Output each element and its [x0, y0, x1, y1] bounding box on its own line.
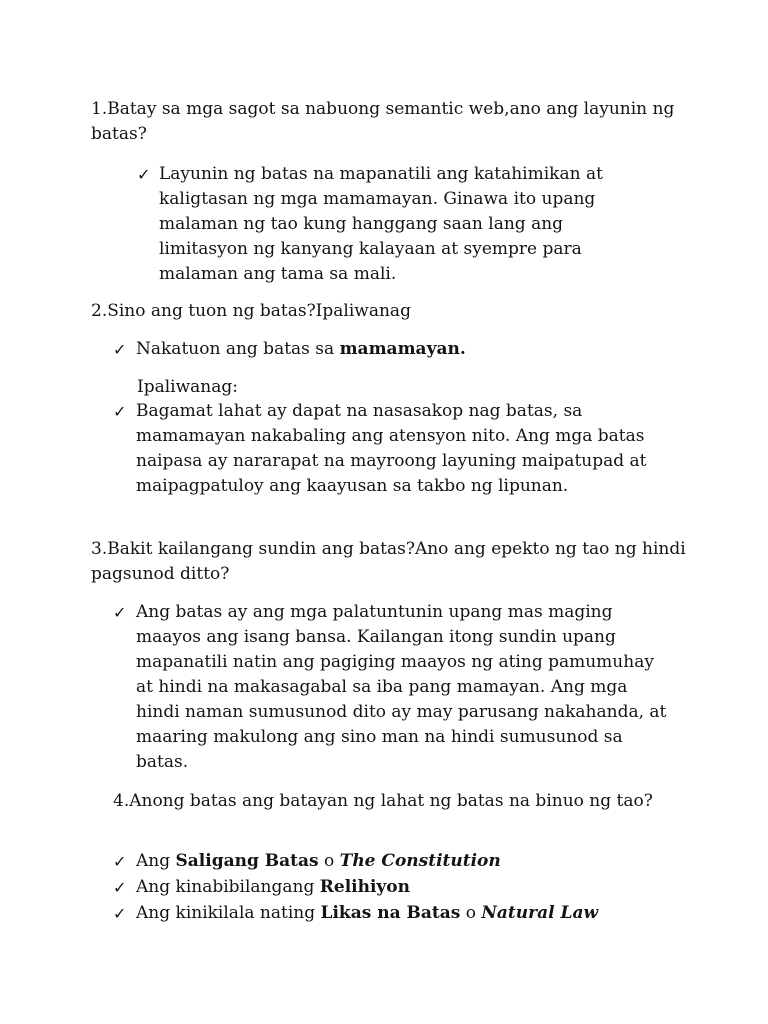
bold-run: Likas na Batas	[320, 903, 461, 923]
checkmark-icon: ✓	[113, 852, 127, 871]
text-run: Ang kinikilala nating	[136, 903, 321, 923]
checkmark-icon: ✓	[113, 878, 127, 897]
answer-1-text: Layunin ng batas na mapanatili ang katahimikan at kaligtasan ng mga mamamayan. Ginawa ito upang malaman ng tao kung hanggang saan lang ang limitasyon ng kanyang kalayaan at syempre para malaman ang tama sa mali.	[159, 164, 603, 284]
answer-4-1	[113, 849, 673, 874]
answer-4-3	[113, 901, 673, 926]
answer-3	[113, 600, 673, 775]
checkmark-icon: ✓	[137, 165, 151, 184]
explanation-2	[113, 399, 683, 499]
explanation-2-text: Bagamat lahat ay dapat na nasasakop nag batas, sa mamamayan nakabaling ang atensyon nito. Ang mga batas naipasa ay nararapat na mayroong layuning maipatupad at maipagpatuloy ang kaayusan sa takbo ng lipunan.	[136, 401, 647, 496]
explain-label: Ipaliwanag:	[137, 377, 238, 397]
question-3: 3.Bakit kailangang sundin ang batas?Ano ang epekto ng tao ng hindi pagsunod ditto?	[91, 539, 686, 584]
checkmark-icon: ✓	[113, 340, 127, 359]
answer-4-2	[113, 875, 673, 900]
answer-4-3-text	[113, 901, 673, 926]
answer-2-text	[113, 337, 673, 362]
text-run: Ang	[136, 851, 176, 871]
question-2: 2.Sino ang tuon ng batas?Ipaliwanag	[91, 301, 411, 321]
text-run: Ang kinabibilangang	[136, 877, 320, 897]
answer-2-bold: mamamayan.	[339, 339, 466, 359]
answer-4-1-text	[113, 849, 673, 874]
checkmark-icon: ✓	[113, 904, 127, 923]
checkmark-icon: ✓	[113, 603, 127, 622]
answer-2-prefix: Nakatuon ang batas sa	[136, 339, 340, 359]
text-run: o	[460, 903, 482, 923]
bold-run: Saligang Batas	[175, 851, 319, 871]
checkmark-icon: ✓	[113, 402, 127, 421]
answer-1	[137, 162, 657, 287]
answer-4-2-text	[113, 875, 673, 900]
answer-2	[113, 337, 673, 362]
question-4: 4.Anong batas ang batayan ng lahat ng batas na binuo ng tao?	[113, 791, 653, 811]
text-run: o	[318, 851, 340, 871]
bold-italic-run: Natural Law	[481, 903, 599, 923]
bold-run: Relihiyon	[319, 877, 411, 897]
answer-3-text: Ang batas ay ang mga palatuntunin upang mas maging maayos ang isang bansa. Kailangan itong sundin upang mapanatili natin ang pagiging maayos ng ating pamumuhay at hindi na makasagabal sa iba pang mamayan. Ang mga hindi naman sumusunod dito ay may parusang nakahanda, at maaring makulong ang sino man na hindi sumusunod sa batas.	[136, 602, 667, 772]
question-1: 1.Batay sa mga sagot sa nabuong semantic web,ano ang layunin ng batas?	[91, 99, 675, 144]
bold-italic-run: The Constitution	[339, 851, 501, 871]
